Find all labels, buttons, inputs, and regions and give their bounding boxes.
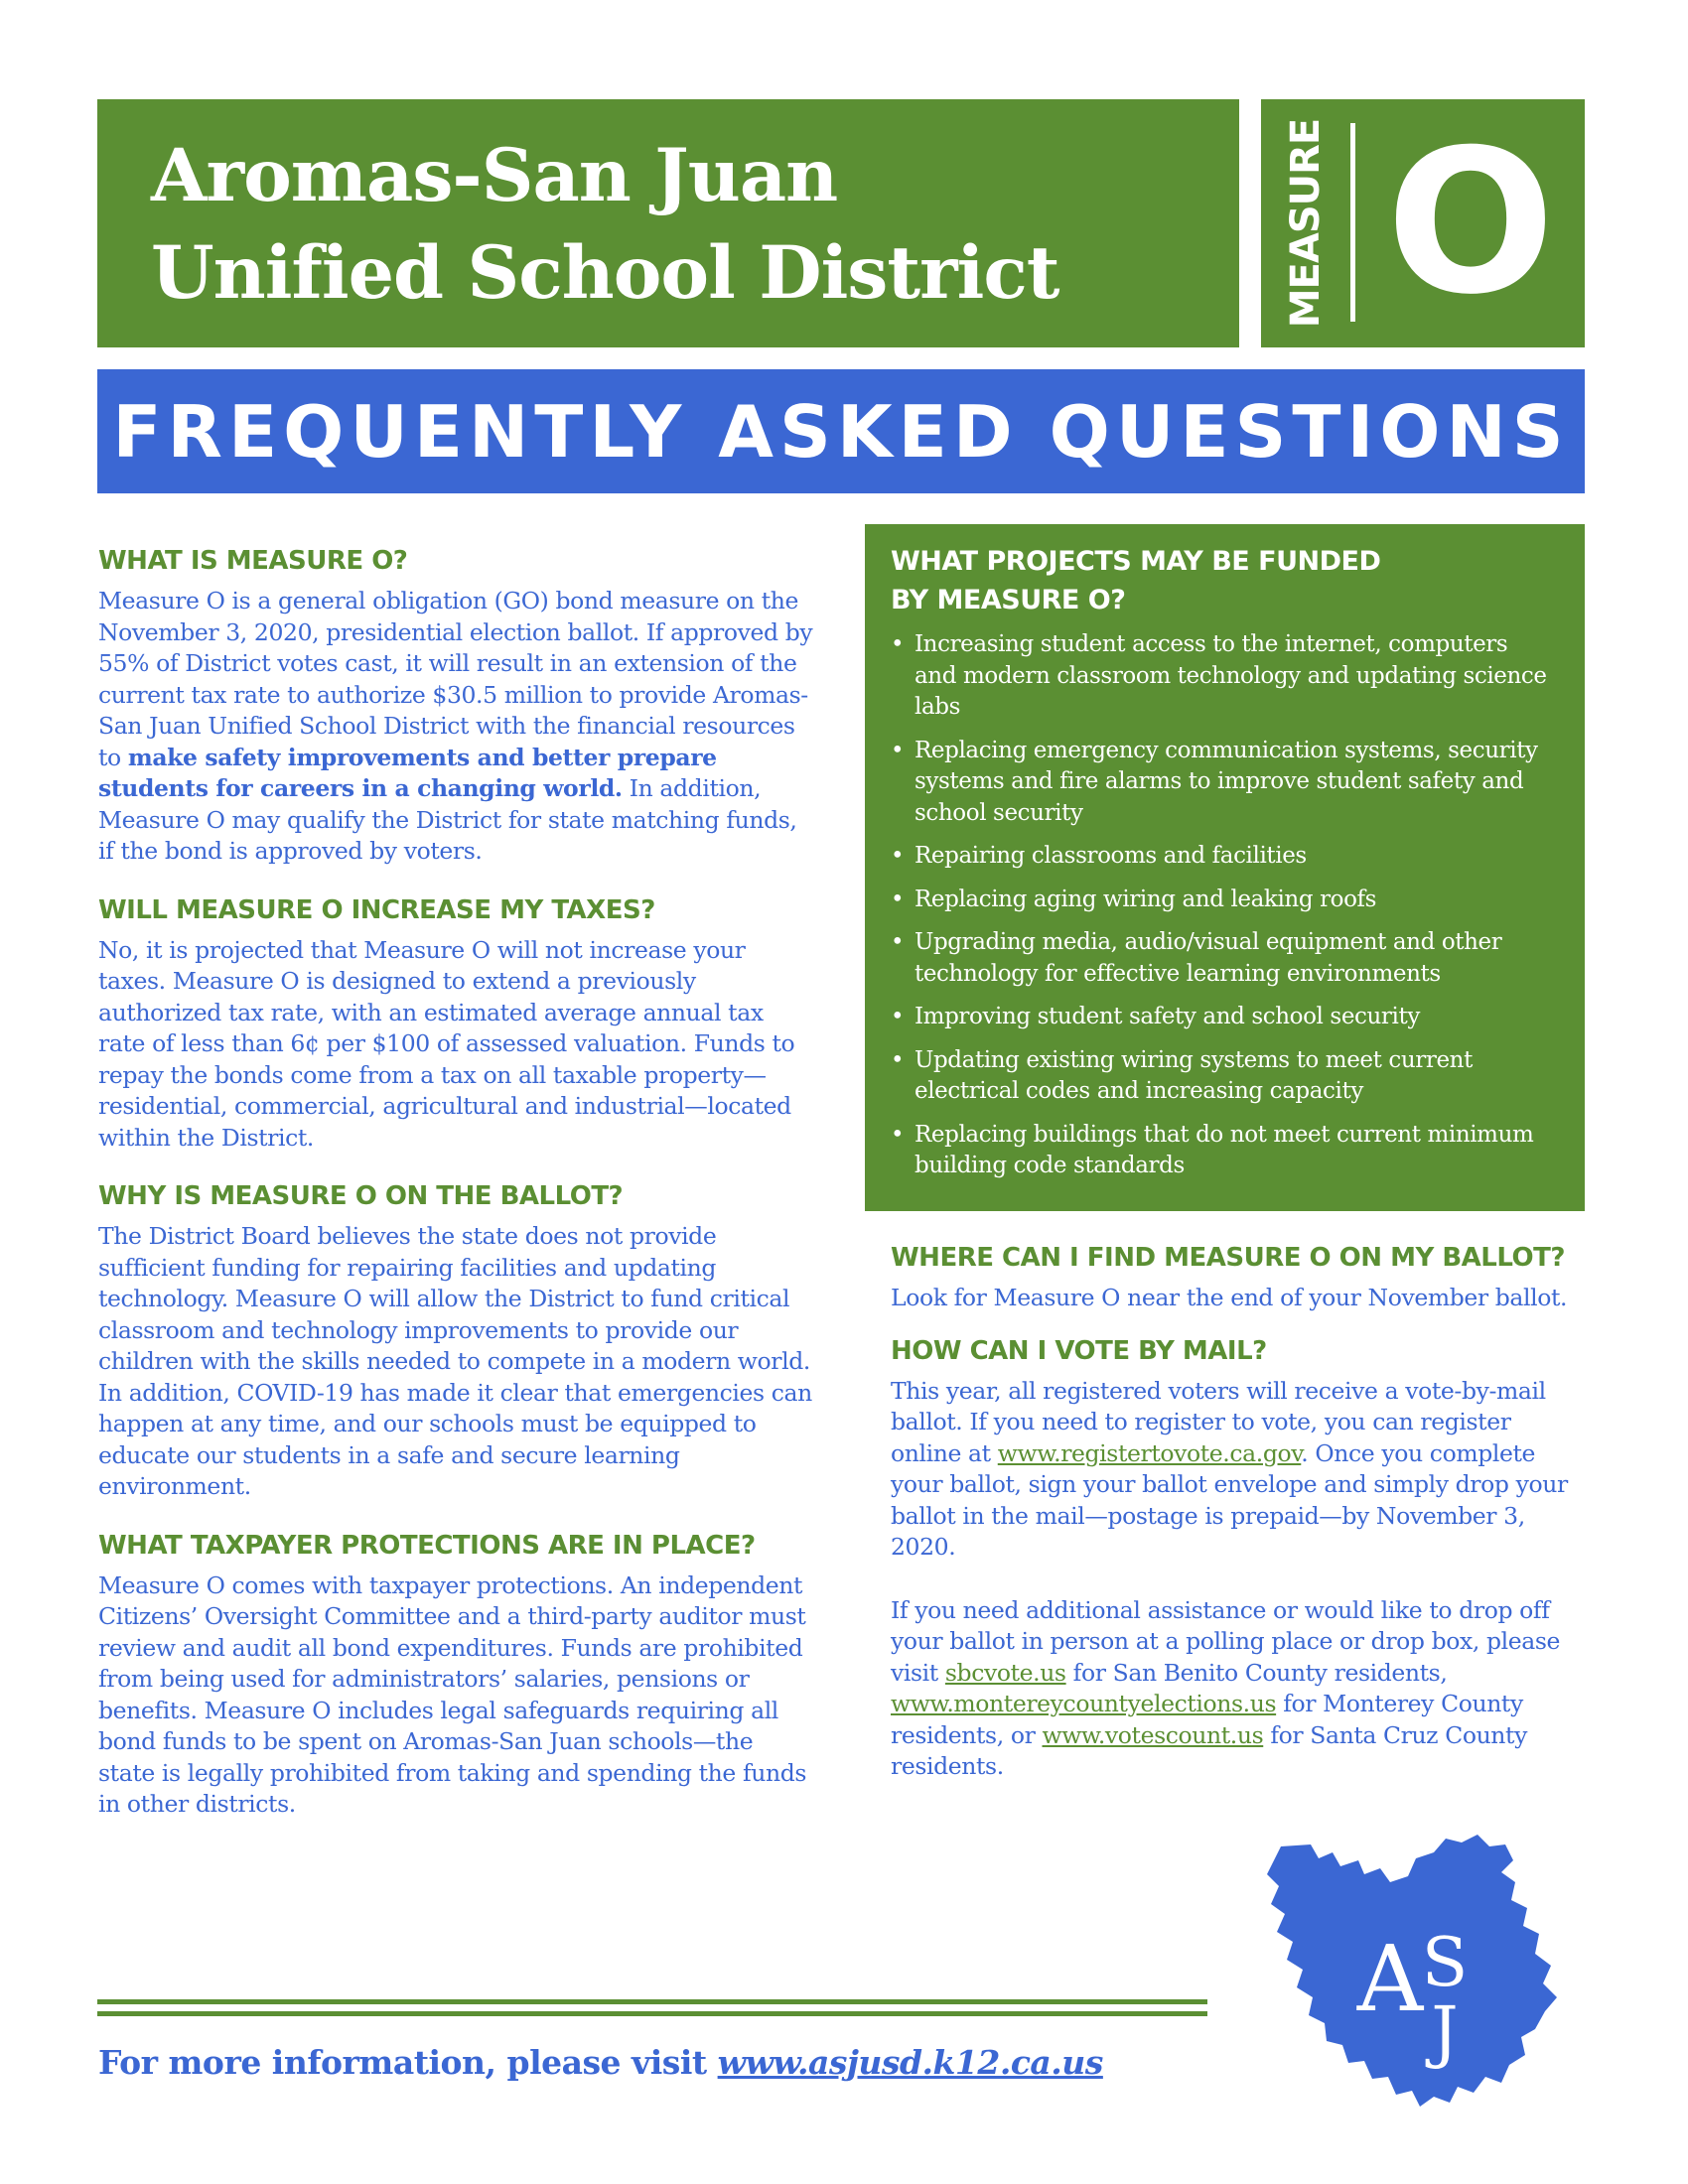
logo-text-s: S [1421, 1924, 1469, 2002]
project-item: • Upgrading media, audio/visual equipment and other technology for effective learning environments [891, 927, 1555, 990]
faq-title: FREQUENTLY ASKED QUESTIONS [112, 389, 1570, 474]
faq-vote-by-mail [891, 1334, 1586, 1564]
faq-why-ballot [98, 1179, 813, 1503]
asj-map-icon [1241, 1817, 1584, 2115]
question-vote-by-mail: HOW CAN I VOTE BY MAIL? [891, 1335, 1267, 1366]
question-why-on-ballot: WHY IS MEASURE O ON THE BALLOT? [98, 1181, 624, 1211]
monterey-elections-link[interactable]: www.montereycountyelections.us [891, 1690, 1277, 1717]
project-item: • Improving student safety and school security [891, 1002, 1555, 1033]
project-item: • Replacing buildings that do not meet current minimum building code standards [891, 1120, 1555, 1182]
question-where-on-ballot: WHERE CAN I FIND MEASURE O ON MY BALLOT? [891, 1243, 1565, 1273]
answer-taxpayer-protections: Measure O comes with taxpayer protections. An independent Citizens’ Oversight Committee and a third-party auditor must review and audit all bond expenditures. Funds are prohibited from being used for administrators’ salaries, pensions or benefits. Measure O includes legal safeguards requiring all bond funds to be spent on Aromas-San Juan schools—the state is legally prohibited from taking and spending the funds in other districts. [98, 1570, 807, 1818]
faq-what-is [98, 544, 813, 868]
measure-badge [1261, 99, 1585, 347]
projects-title [891, 542, 1555, 619]
faq-where-ballot [891, 1241, 1586, 1314]
measure-letter: O [1385, 107, 1556, 339]
projects-title-line2: BY MEASURE O? [891, 585, 1126, 615]
projects-panel [865, 524, 1585, 1211]
footer-rule-top [97, 1999, 1207, 2004]
answer-why-on-ballot: The District Board believes the state does not provide sufficient funding for repairing facilities and updating technology. Measure O will allow the District to fund critical classroom and technology improvements to provide our children with the skills needed to compete in a modern world. In addition, COVID-19 has made it clear that emergencies can happen at any time, and our schools must be equipped to educate our students in a safe and secure learning environment. [98, 1222, 812, 1500]
district-title-line2: Unified School District [151, 230, 1059, 316]
answer7-text-d: for Santa Cruz County residents. [891, 1720, 1527, 1780]
answer-increase-taxes: No, it is projected that Measure O will not increase your taxes. Measure O is designed to extend a previously authorized tax rate, with an estimated average annual tax rate of less than 6¢ per $100 of assessed valuation. Funds to repay the bonds come from a tax on all taxable property—residential, commercial, agricultural and industrial—located within the District. [98, 935, 795, 1152]
votescount-link[interactable]: www.votescount.us [1042, 1720, 1264, 1749]
answer7-text-b: for San Benito County residents, [1065, 1658, 1448, 1687]
answer1-bold: make safety improvements and better prepare students for careers in a changing world. [98, 743, 717, 802]
project-item: • Increasing student access to the internet, computers and modern classroom technology and updating science labs [891, 629, 1555, 724]
logo-text-a: A [1356, 1926, 1424, 2032]
measure-divider [1350, 123, 1355, 322]
left-column [98, 544, 813, 1846]
project-item: • Replacing aging wiring and leaking roofs [891, 885, 1555, 916]
answer-where-on-ballot: Look for Measure O near the end of your November ballot. [891, 1284, 1568, 1311]
footer-info [98, 2043, 1103, 2082]
question-increase-taxes: WILL MEASURE O INCREASE MY TAXES? [98, 894, 655, 925]
faq-banner [97, 369, 1585, 493]
footer-text: For more information, please visit [98, 2043, 718, 2082]
answer-vote-by-mail [891, 1376, 1586, 1564]
registertovote-link[interactable]: www.registertovote.ca.gov [997, 1438, 1302, 1467]
measure-word-text: MEASURE [1283, 118, 1329, 329]
logo-text-j: J [1431, 1993, 1459, 2072]
question-what-is-measure-o: WHAT IS MEASURE O? [98, 546, 408, 576]
project-item: • Updating existing wiring systems to meet current electrical codes and increasing capacity [891, 1045, 1555, 1108]
right-column-lower [891, 1241, 1586, 1783]
asj-logo [1241, 1817, 1584, 2115]
answer6-text-b: . Once you complete your ballot, sign your ballot envelope and simply drop your ballot in the mail—postage is prepaid—by November 3, 2020. [891, 1438, 1568, 1561]
answer7-text-c: for Monterey County residents, or [891, 1690, 1523, 1749]
projects-list [891, 629, 1555, 1182]
answer1-text-b: In addition, Measure O may qualify the District for state matching funds, if the bond is approved by voters. [98, 774, 797, 865]
additional-assistance [891, 1595, 1586, 1783]
answer-what-is-measure-o [98, 586, 813, 868]
answer6-text-a: This year, all registered voters will receive a vote-by-mail ballot. If you need to register to vote, you can register online at [891, 1376, 1546, 1467]
district-title-box [97, 99, 1239, 347]
footer-rule-bottom [97, 2011, 1207, 2016]
question-taxpayer-protections: WHAT TAXPAYER PROTECTIONS ARE IN PLACE? [98, 1530, 756, 1561]
sbcvote-link[interactable]: sbcvote.us [944, 1658, 1066, 1687]
answer7-text-a: If you need additional assistance or would like to drop off your ballot in person at a polling place or drop box, please visit [891, 1595, 1561, 1687]
projects-title-line1: WHAT PROJECTS MAY BE FUNDED [891, 546, 1381, 577]
faq-taxes [98, 893, 813, 1155]
answer1-text-a: Measure O is a general obligation (GO) bond measure on the November 3, 2020, presidential election ballot. If approved by 55% of District votes cast, it will result in an extension of the current tax rate to authorize $30.5 million to provide Aromas-San Juan Unified School District with the financial resources to [98, 587, 813, 771]
project-item: • Replacing emergency communication systems, security systems and fire alarms to improve student safety and school security [891, 736, 1555, 830]
district-title-line1: Aromas-San Juan [151, 133, 838, 218]
faq-protections [98, 1529, 813, 1821]
district-website-link[interactable]: www.asjusd.k12.ca.us [717, 2043, 1103, 2082]
project-item: • Repairing classrooms and facilities [891, 841, 1555, 873]
measure-word [1261, 99, 1350, 347]
